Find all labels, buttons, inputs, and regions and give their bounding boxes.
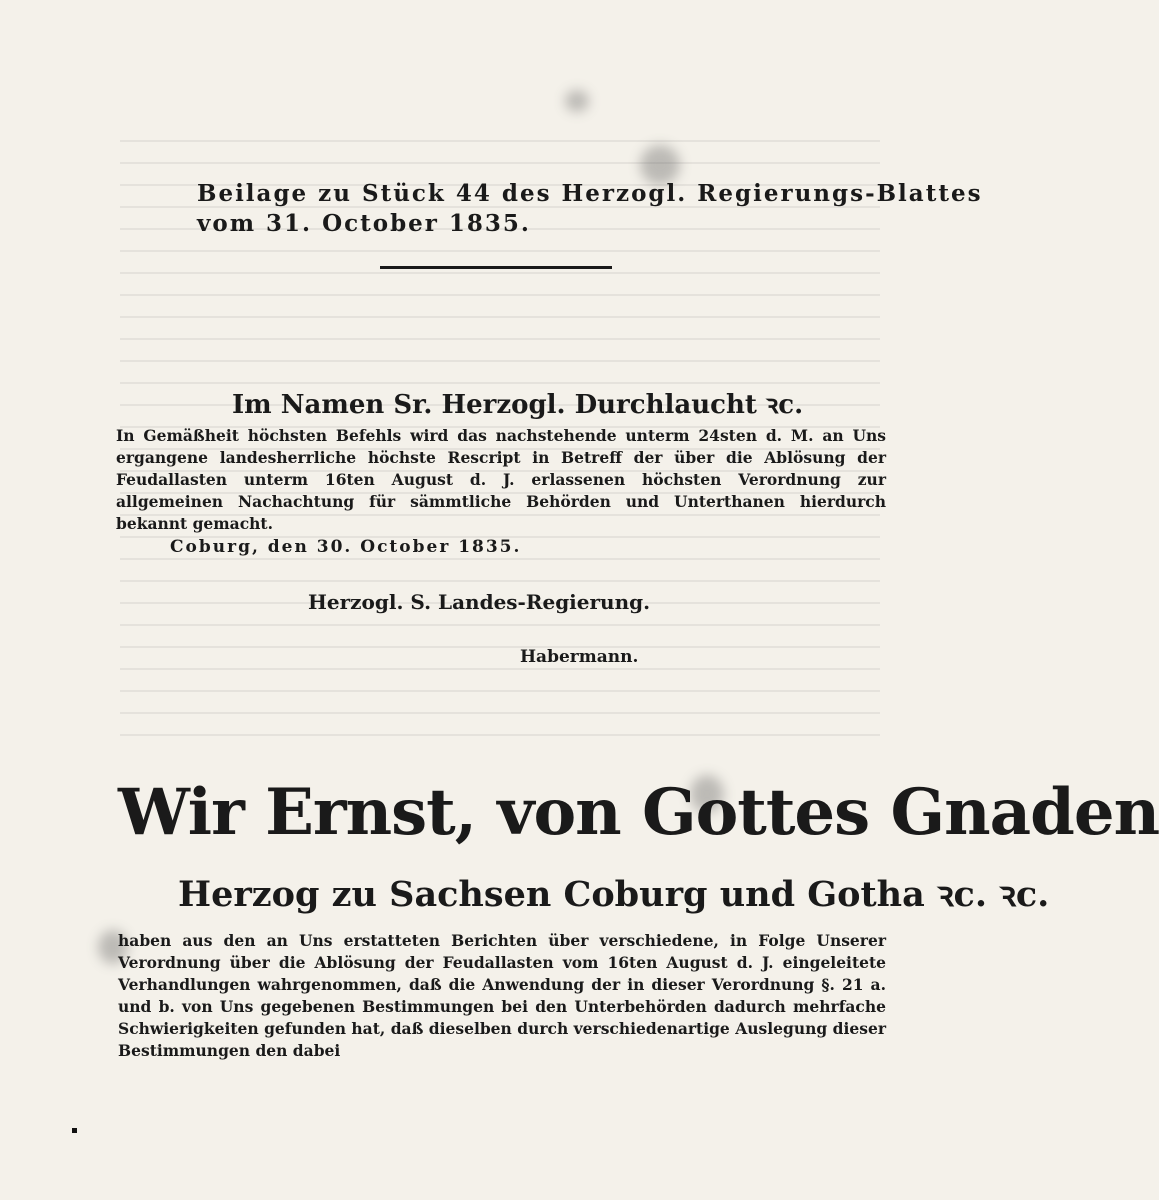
supplement-date: vom 31. October 1835.: [197, 210, 531, 237]
place-date: Coburg, den 30. October 1835.: [170, 537, 522, 557]
issuing-authority: Herzogl. S. Landes-Regierung.: [308, 590, 651, 614]
ink-stain: [640, 145, 680, 185]
decree-subtitle: Herzog zu Sachsen Coburg und Gotha ꝛc. ꝛc.: [178, 874, 1050, 915]
decree-body: haben aus den an Uns erstatteten Berichten über verschiedene, in Folge Unserer Verordnung über die Ablösung der Feudallasten vom 16ten August d. J. eingeleitete Verhandlungen wahrgenommen, daß die Anwendung der in dieser Verordnung §. 21 a. und b. von Uns gegebenen Bestimmungen bei den Unterbehörden dadurch mehrfache Schwierigkeiten gefunden hat, daß dieselben durch verschiedenartige Auslegung dieser Bestimmungen den dabei: [118, 931, 886, 1060]
ink-speck: [72, 1128, 77, 1133]
ink-stain: [565, 90, 589, 112]
signatory: Habermann.: [520, 647, 639, 667]
proclamation-intro: In Gemäßheit höchsten Befehls wird das nachstehende unterm 24sten d. M. an Uns ergangene landesherrliche höchste Rescript in Betreff der über die Ablösung der Feudallasten unterm 16ten August d. J. erlassenen höchsten Verordnung zur allgemeinen Nachachtung für sämmtliche Behörden und Unterthanen hierdurch bekannt gemacht.: [116, 426, 886, 533]
header-rule: [380, 266, 612, 269]
supplement-header: Beilage zu Stück 44 des Herzogl. Regierungs-Blattes: [197, 180, 983, 207]
proclamation-heading: Im Namen Sr. Herzogl. Durchlaucht ꝛc.: [232, 390, 804, 420]
decree-title: Wir Ernst, von Gottes Gnaden: [118, 775, 1159, 850]
